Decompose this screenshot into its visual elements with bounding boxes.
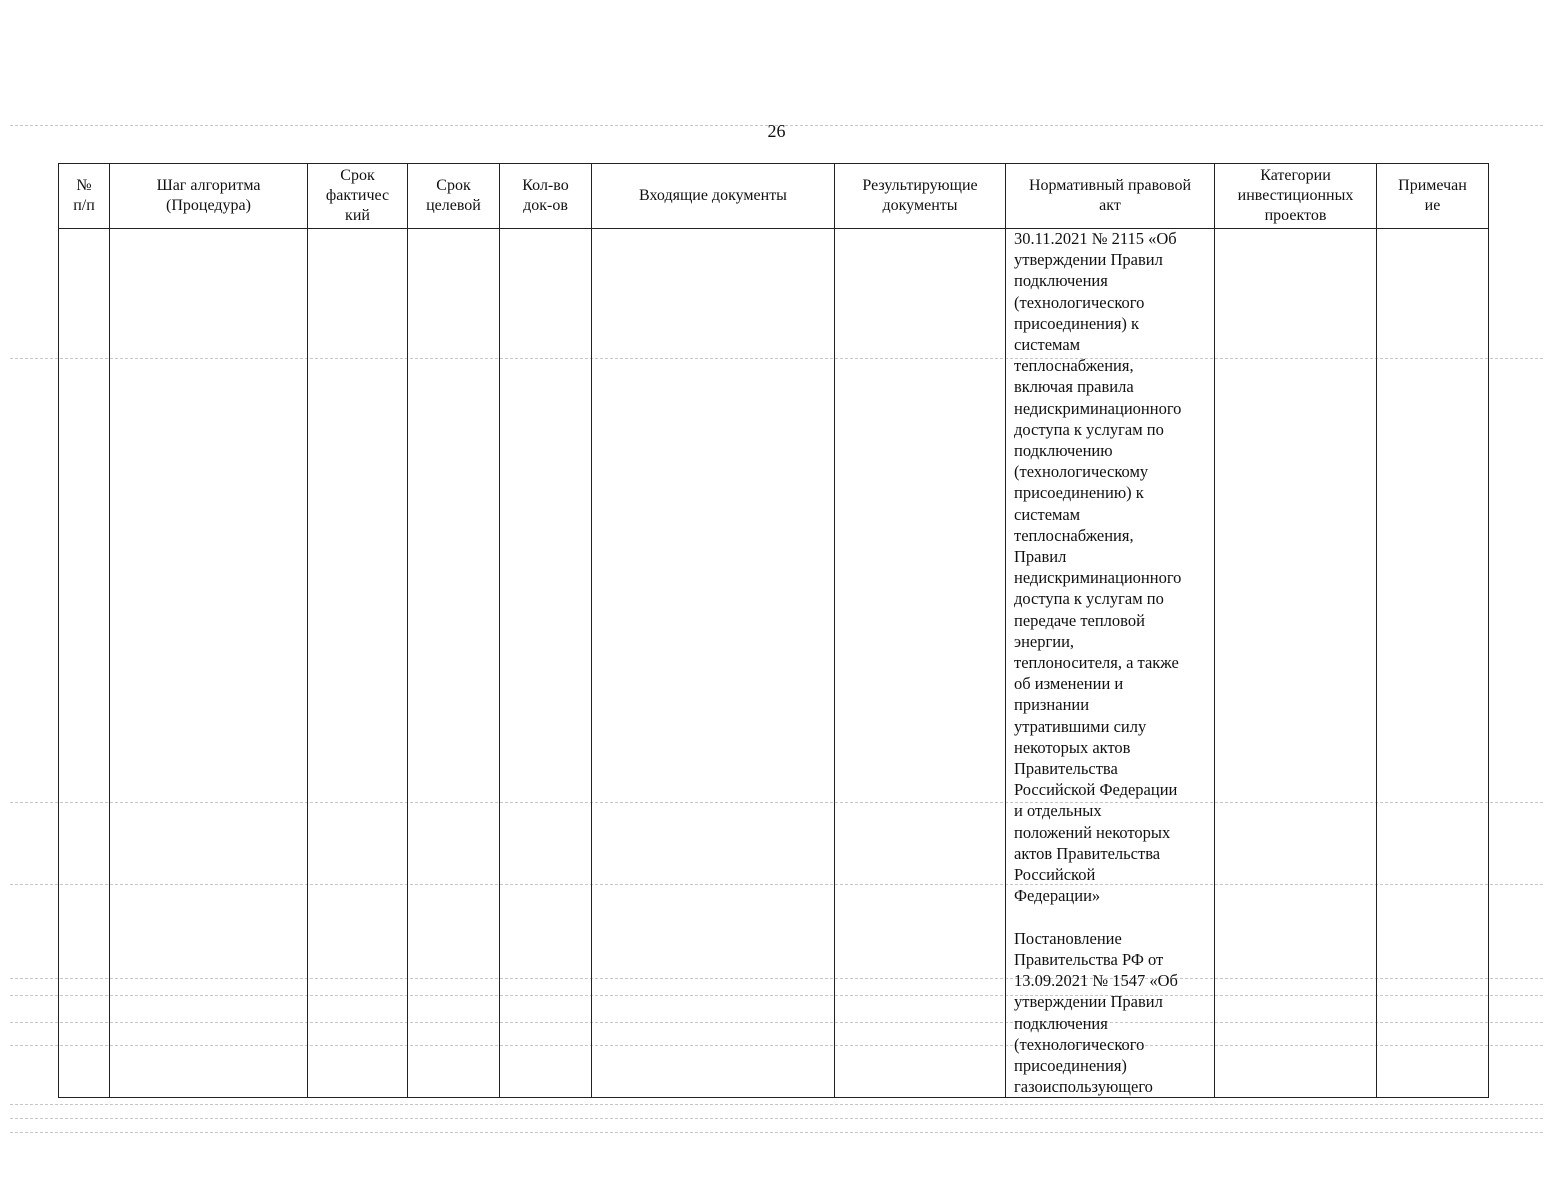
header-result-docs: Результирующие документы — [835, 164, 1006, 229]
scan-artifact-line — [10, 1104, 1543, 1105]
header-term-target: Срок целевой — [408, 164, 500, 229]
header-step: Шаг алгоритма (Процедура) — [110, 164, 308, 229]
cell-term-target — [408, 229, 500, 1098]
cell-project-categories — [1215, 229, 1377, 1098]
cell-term-actual — [308, 229, 408, 1098]
cell-result-docs — [835, 229, 1006, 1098]
cell-doc-count — [500, 229, 592, 1098]
header-project-categories: Категории инвестиционных проектов — [1215, 164, 1377, 229]
cell-notes — [1377, 229, 1489, 1098]
header-incoming-docs: Входящие документы — [592, 164, 835, 229]
cell-num — [59, 229, 110, 1098]
algorithm-table — [58, 163, 1489, 1098]
scan-artifact-line — [10, 1132, 1543, 1133]
header-notes: Примечан ие — [1377, 164, 1489, 229]
header-legal-act: Нормативный правовой акт — [1006, 164, 1215, 229]
table-header-row — [59, 164, 1489, 229]
header-num: № п/п — [59, 164, 110, 229]
legal-act-text: 30.11.2021 № 2115 «Об утверждении Правил подключения (технологического присоединения) к системам теплоснабжения, включая правила недискриминационного доступа к услугам по подключению (технологическому присоединению) к системам теплоснабжения, Правил недискриминационного доступа к услугам по передаче тепловой энергии, теплоносителя, а также об изменении и признании утратившими силу некоторых актов Правительства Российской Федерации и отдельных положений некоторых актов Правительства Российской Федерации» Постановление Правительства РФ от 13.09.2021 № 1547 «Об утверждении Правил подключения (технологического присоединения) газоиспользующего — [1014, 229, 1182, 1097]
header-doc-count: Кол-во док-ов — [500, 164, 592, 229]
cell-incoming-docs — [592, 229, 835, 1098]
cell-step — [110, 229, 308, 1098]
header-term-actual: Срок фактичес кий — [308, 164, 408, 229]
table-row — [59, 229, 1489, 1098]
cell-legal-act — [1006, 229, 1215, 1098]
page-number: 26 — [767, 121, 786, 141]
scan-artifact-line — [10, 1118, 1543, 1119]
